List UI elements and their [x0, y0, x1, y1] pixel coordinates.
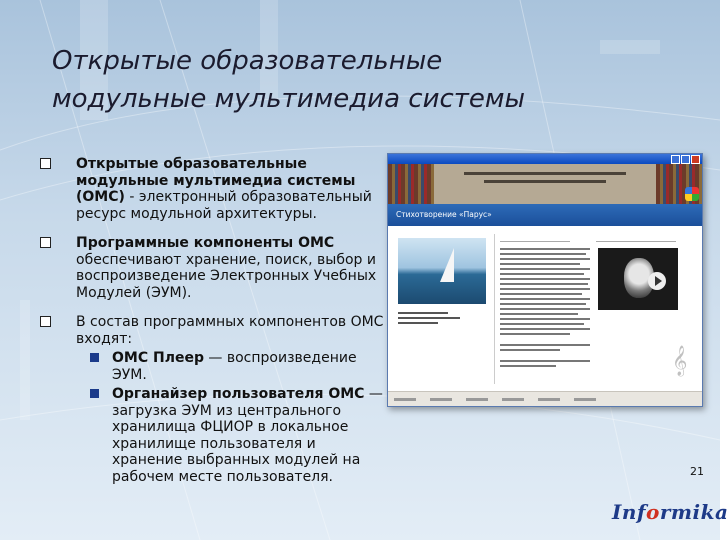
sub-bullet-1-text: — воспроизведение ЭУМ. [112, 350, 357, 383]
bullet-item-1 [36, 156, 386, 222]
nav-item[interactable] [502, 398, 524, 401]
window-titlebar [388, 154, 702, 164]
minimize-icon [671, 155, 680, 164]
bookshelf-image [388, 164, 434, 204]
treble-clef-icon: 𝄞 [672, 346, 688, 376]
maximize-icon [681, 155, 690, 164]
sub-bullet-1-bold: ОМС Плеер [112, 350, 204, 366]
nav-item[interactable] [394, 398, 416, 401]
bullet-2-text: обеспечивают хранение, поиск, выбор и воспроизведение Электронных Учебных Модулей (ЭУМ). [76, 251, 377, 301]
bullet-item-2 [36, 235, 386, 301]
bullet-3-text: В состав программных компонентов ОМС входят: [76, 314, 384, 347]
windows-logo-icon [685, 187, 699, 201]
informika-logo: Informika [612, 500, 728, 524]
hollow-square-bullet-icon [40, 158, 51, 169]
player-navbar [388, 391, 702, 406]
sailboat-image [398, 238, 486, 304]
filled-square-bullet-icon [90, 389, 99, 398]
nav-item[interactable] [574, 398, 596, 401]
page-number: 21 [690, 465, 704, 478]
play-icon[interactable] [648, 272, 666, 290]
close-icon [691, 155, 700, 164]
sub-bullet-2-text: —загрузка ЭУМ из центрального хранилища ФЦИОР в локальное хранилище пользователя и хранение выбранных модулей на рабочем месте пользователя. [112, 386, 383, 485]
video-player[interactable] [598, 248, 678, 310]
nav-item[interactable] [538, 398, 560, 401]
bullet-1-bold: Открытые образовательные модульные мультимедиа системы (ОМС) [76, 156, 356, 205]
section-title: Стихотворение «Парус» [388, 204, 702, 226]
sub-bullet-item-2 [76, 386, 386, 485]
module-banner [388, 164, 702, 204]
hollow-square-bullet-icon [40, 237, 51, 248]
hollow-square-bullet-icon [40, 316, 51, 327]
title-line-2: модульные мультимедиа системы [52, 84, 526, 114]
title-line-1: Открытые образовательные [52, 46, 443, 76]
filled-square-bullet-icon [90, 353, 99, 362]
nav-item[interactable] [466, 398, 488, 401]
sub-bullet-2-bold: Органайзер пользователя ОМС [112, 386, 365, 402]
bullet-list [36, 156, 386, 498]
nav-item[interactable] [430, 398, 452, 401]
slide-title [52, 42, 652, 118]
bullet-1-text: - электронный образовательный ресурс модульной архитектуры. [76, 189, 372, 222]
sub-bullet-item-1 [76, 350, 386, 383]
oms-player-screenshot [387, 153, 703, 407]
module-content [388, 226, 702, 391]
bullet-2-bold: Программные компоненты ОМС [76, 235, 335, 251]
bullet-item-3 [36, 314, 386, 485]
